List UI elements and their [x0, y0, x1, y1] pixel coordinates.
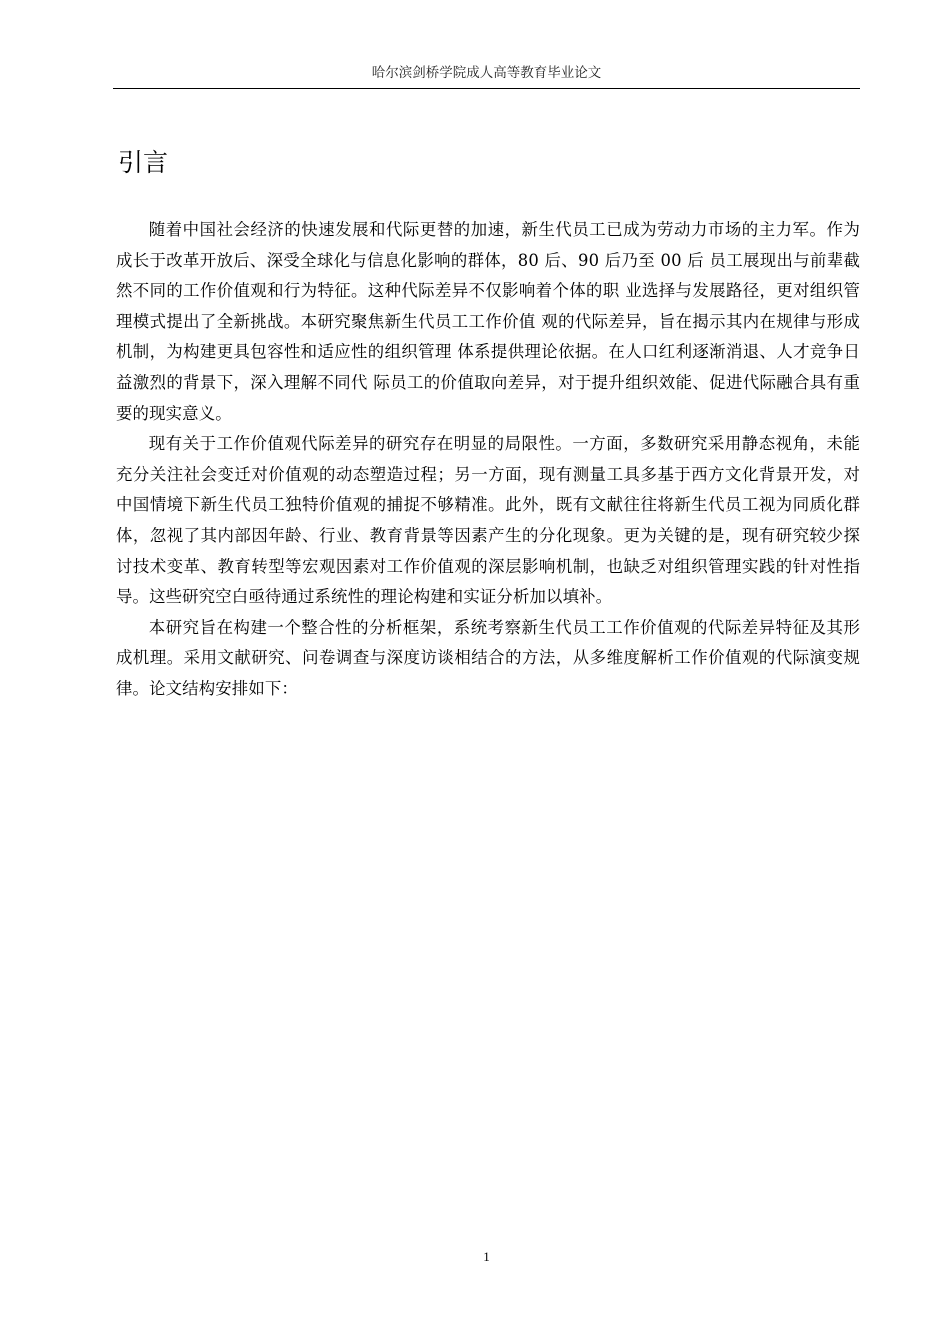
body-text [116, 215, 860, 705]
paragraph-1: 随着中国社会经济的快速发展和代际更替的加速，新生代员工已成为劳动力市场的主力军。作为成长于改革开放后、深受全球化与信息化影响的群体，80 后、90 后乃至 00 后 员工展现出与前辈截然不同的工作价值观和行为特征。这种代际差异不仅影响着个体的职 业选择与发展路径，更对组织管理模式提出了全新挑战。本研究聚焦新生代员工工作价值 观的代际差异，旨在揭示其内在规律与形成机制，为构建更具包容性和适应性的组织管理 体系提供理论依据。在人口红利逐渐消退、人才竞争日益激烈的背景下，深入理解不同代 际员工的价值取向差异，对于提升组织效能、促进代际融合具有重要的现实意义。 [116, 220, 860, 423]
paragraph-2: 现有关于工作价值观代际差异的研究存在明显的局限性。一方面，多数研究采用静态视角，未能充分关注社会变迁对价值观的动态塑造过程；另一方面，现有测量工具多基于西方文化背景开发，对中国情境下新生代员工独特价值观的捕捉不够精准。此外，既有文献往往将新生代员工视为同质化群体，忽视了其内部因年龄、行业、教育背景等因素产生的分化现象。更为关键的是，现有研究较少探讨技术变革、教育转型等宏观因素对工作价值观的深层影响机制，也缺乏对组织管理实践的针对性指导。这些研究空白亟待通过系统性的理论构建和实证分析加以填补。 [116, 434, 860, 607]
paragraph-3: 本研究旨在构建一个整合性的分析框架，系统考察新生代员工工作价值观的代际差异特征及其形成机理。采用文献研究、问卷调查与深度访谈相结合的方法，从多维度解析工作价值观的代际演变规律。论文结构安排如下： [116, 617, 860, 698]
page-number: 1 [483, 1249, 490, 1264]
running-header: 哈尔滨剑桥学院成人高等教育毕业论文 [371, 65, 602, 81]
header-divider [113, 88, 860, 89]
section-title: 引言 [118, 148, 169, 177]
